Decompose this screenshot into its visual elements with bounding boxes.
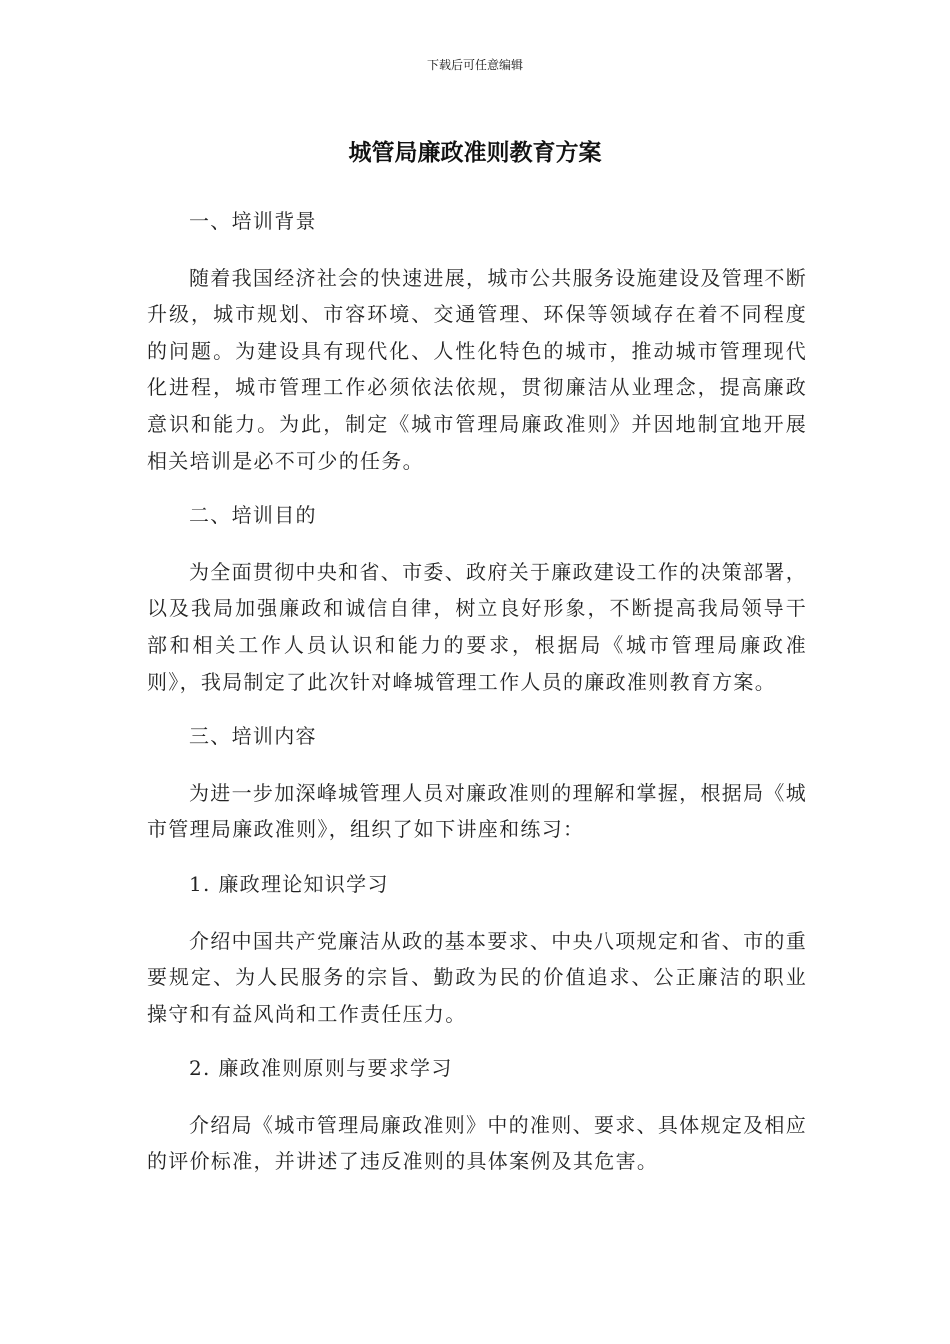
paragraph-principles: 介绍局《城市管理局廉政准则》中的准则、要求、具体规定及相应的评价标准，并讲述了违反准则的具体案例及其危害。 [147,1112,807,1174]
paragraph-theory: 介绍中国共产党廉洁从政的基本要求、中央八项规定和省、市的重要规定、为人民服务的宗旨、勤政为民的价值追求、公正廉洁的职业操守和有益风尚和工作责任压力。 [147,928,807,1026]
section-heading-content: 三、培训内容 [189,724,317,749]
paragraph-content: 为进一步加深峰城管理人员对廉政准则的理解和掌握，根据局《城市管理局廉政准则》，组织了如下讲座和练习： [147,780,807,842]
subsection-heading-theory: 1. 廉政理论知识学习 [189,871,389,896]
subsection-heading-principles: 2. 廉政准则原则与要求学习 [189,1056,453,1081]
section-heading-purpose: 二、培训目的 [189,503,317,528]
paragraph-background: 随着我国经济社会的快速进展，城市公共服务设施建设及管理不断升级，城市规划、市容环境、交通管理、环保等领域存在着不同程度的问题。为建设具有现代化、人性化特色的城市，推动城市管理现代化进程，城市管理工作必须依法依规，贯彻廉洁从业理念，提高廉政意识和能力。为此，制定《城市管理局廉政准则》并因地制宜地开展相关培训是必不可少的任务。 [147,265,807,473]
section-heading-background: 一、培训背景 [189,209,317,233]
page-header-note: 下载后可任意编辑 [426,58,523,72]
document-body [147,203,807,1180]
paragraph-purpose: 为全面贯彻中央和省、市委、政府关于廉政建设工作的决策部署，以及我局加强廉政和诚信自律，树立良好形象，不断提高我局领导干部和相关工作人员认识和能力的要求，根据局《城市管理局廉政准则》，我局制定了此次针对峰城管理工作人员的廉政准则教育方案。 [147,559,807,694]
document-title: 城管局廉政准则教育方案 [348,140,602,166]
